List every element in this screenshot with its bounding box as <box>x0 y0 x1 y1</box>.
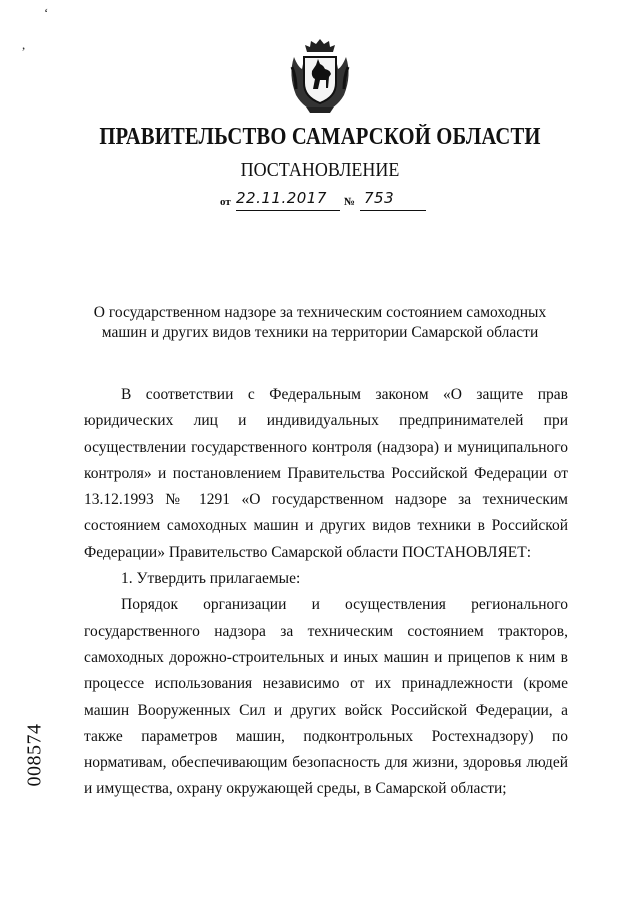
margin-registration-code <box>20 720 50 790</box>
date-underline <box>236 210 340 211</box>
margin-code-text: 008574 <box>23 723 46 787</box>
procedure-paragraph: Порядок организации и осуществления регионального государственного надзора за техническим состоянием тракторов, самоходных дорожно-строительных и иных машин и прицепов к ним в процессе использования независимо от их принадлежности (кроме машин Вооруженных Сил и других войск Российской Федерации, а также параметров машин, подконтрольных Ростехнадзору) по нормативам, обеспечивающим безопасность для жизни, здоровья людей и имущества, охрану окружающей среды, в Самарской области; <box>84 596 568 798</box>
scan-speck: , <box>22 37 26 52</box>
number-underline <box>360 210 426 211</box>
government-title: ПРАВИТЕЛЬСТВО САМАРСКОЙ ОБЛАСТИ <box>99 124 541 150</box>
date-number-line <box>214 190 434 214</box>
date-value: 22.11.2017 <box>236 189 327 207</box>
preamble-paragraph: В соответствии с Федеральным законом «О защите прав юридических лиц и индивидуальных предпринимателей при осуществлении государственного контроля (надзора) и муниципального контроля» и постановлением Правительства Российской Федерации от 13.12.1993 № 1291 «О государственном надзоре за техническим состоянием самоходных машин и других видов техники в Российской Федерации» Правительство Самарской области ПОСТАНОВЛЯЕТ: <box>84 386 568 561</box>
scan-speck: ‘ <box>44 5 49 20</box>
document-type: ПОСТАНОВЛЕНИЕ <box>240 159 400 181</box>
number-prefix: № <box>344 196 356 208</box>
document-subject: О государственном надзоре за техническим состоянием самоходных машин и других видов техники на территории Самарской области <box>93 304 547 341</box>
date-prefix: от <box>220 196 231 208</box>
samara-coat-of-arms-icon <box>286 37 354 115</box>
number-value: 753 <box>364 189 395 207</box>
resolution-item-1: 1. Утвердить прилагаемые: <box>121 570 301 588</box>
document-body <box>84 382 568 803</box>
